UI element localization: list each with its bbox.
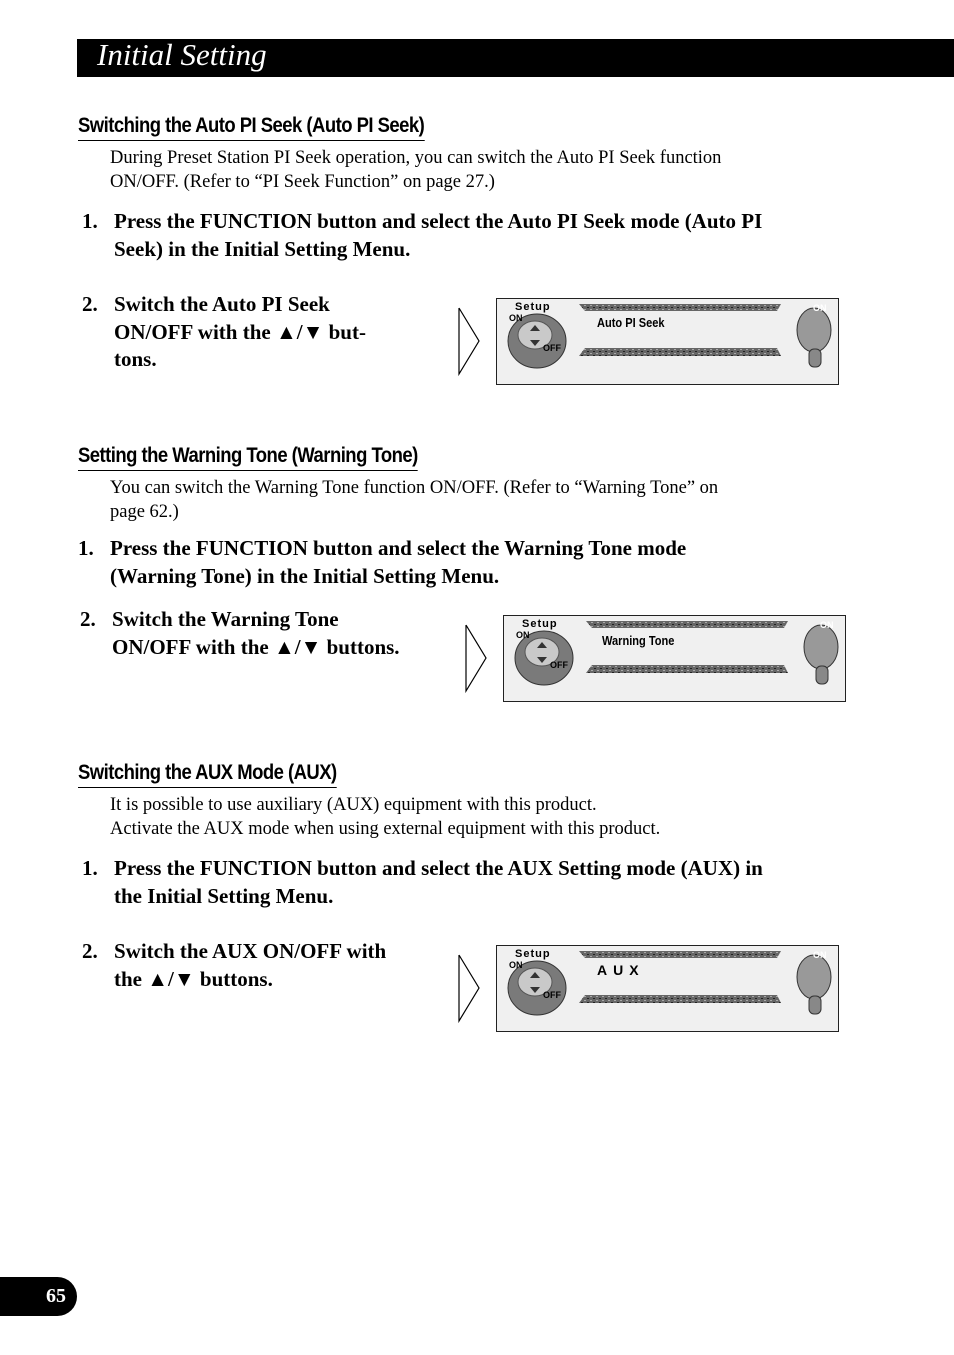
arrow-pointer-icon [456, 953, 482, 1023]
page-title: Initial Setting [97, 37, 267, 72]
display-panel-aux [496, 945, 839, 1032]
arrow-pointer-icon [456, 306, 482, 376]
step-2 [80, 606, 440, 662]
step-text-line: tons. [114, 347, 157, 371]
step-text [114, 208, 762, 263]
on-label: ON [509, 960, 523, 970]
step-text-line: ON/OFF with the ▲/▼ buttons. [112, 634, 400, 659]
step-text-line: the ▲/▼ buttons. [114, 966, 273, 991]
remote-icon [797, 955, 831, 999]
display-bottom-stripe [579, 348, 781, 356]
display-panel-auto-pi-seek [496, 298, 839, 385]
remote-on-label: ON [820, 620, 834, 630]
step-text-line: Press the FUNCTION button and select the Warning Tone mode [110, 536, 687, 560]
setup-label: Setup [515, 301, 551, 313]
display-mode-label: AUX [597, 962, 645, 978]
header-bar [77, 39, 954, 77]
off-label: OFF [543, 990, 561, 1000]
step-2 [82, 291, 412, 375]
step-text-line: ON/OFF with the ▲/▼ but- [114, 319, 366, 344]
step-text [114, 938, 386, 993]
display-top-stripe [579, 951, 781, 958]
step-number: 1. [78, 536, 94, 560]
step-text-line: Press the FUNCTION button and select the Auto PI Seek mode (Auto PI [114, 209, 763, 233]
step-text-line: (Warning Tone) in the Initial Setting Menu. [110, 563, 500, 588]
step-text-line: Switch the Auto PI Seek [114, 292, 330, 316]
step-1 [78, 535, 838, 591]
step-2 [82, 938, 432, 994]
intro-line: Activate the AUX mode when using external equipment with this product. [110, 819, 661, 839]
section-heading-warning-tone: Setting the Warning Tone (Warning Tone) [78, 443, 418, 471]
step-text-line: Press the FUNCTION button and select the AUX Setting mode (AUX) in [114, 856, 763, 880]
setup-label: Setup [522, 618, 558, 630]
off-label: OFF [543, 343, 561, 353]
display-mode-label: Warning Tone [602, 633, 675, 648]
display-top-stripe [579, 304, 781, 311]
step-1 [82, 855, 842, 911]
page-number-tab [0, 1277, 77, 1316]
step-text-line: Seek) in the Initial Setting Menu. [114, 236, 411, 261]
intro-line: During Preset Station PI Seek operation, you can switch the Auto PI Seek function [110, 148, 722, 168]
intro-line: page 62.) [110, 502, 179, 522]
display-top-stripe [586, 621, 788, 628]
step-number: 1. [82, 856, 98, 880]
display-bottom-stripe [579, 995, 781, 1003]
display-mode-label: Auto PI Seek [597, 315, 665, 330]
display-panel-warning-tone [503, 615, 846, 702]
remote-on-label: ON [813, 950, 827, 960]
remote-icon [804, 625, 838, 669]
step-number: 2. [80, 607, 96, 631]
off-label: OFF [550, 660, 568, 670]
step-text [112, 606, 400, 661]
step-text [114, 291, 366, 374]
setup-label: Setup [515, 948, 551, 960]
step-text [114, 855, 763, 910]
step-text-line: Switch the Warning Tone [112, 607, 339, 631]
intro-line: It is possible to use auxiliary (AUX) equipment with this product. [110, 795, 597, 815]
section-heading-aux-mode: Switching the AUX Mode (AUX) [78, 760, 337, 788]
intro-line: ON/OFF. (Refer to “PI Seek Function” on page 27.) [110, 172, 495, 192]
on-label: ON [516, 630, 530, 640]
remote-on-label: ON [813, 303, 827, 313]
step-number: 1. [82, 209, 98, 233]
step-text-line: Switch the AUX ON/OFF with [114, 939, 387, 963]
step-text [110, 535, 686, 590]
section-heading-auto-pi-seek: Switching the Auto PI Seek (Auto PI Seek) [78, 113, 424, 141]
step-number: 2. [82, 939, 98, 963]
step-text-line: the Initial Setting Menu. [114, 883, 334, 908]
arrow-pointer-icon [463, 623, 489, 693]
step-number: 2. [82, 292, 98, 316]
display-bottom-stripe [586, 665, 788, 673]
remote-icon [797, 308, 831, 352]
page-number: 65 [46, 1285, 66, 1307]
on-label: ON [509, 313, 523, 323]
intro-line: You can switch the Warning Tone function ON/OFF. (Refer to “Warning Tone” on [110, 478, 719, 498]
step-1 [82, 208, 842, 264]
